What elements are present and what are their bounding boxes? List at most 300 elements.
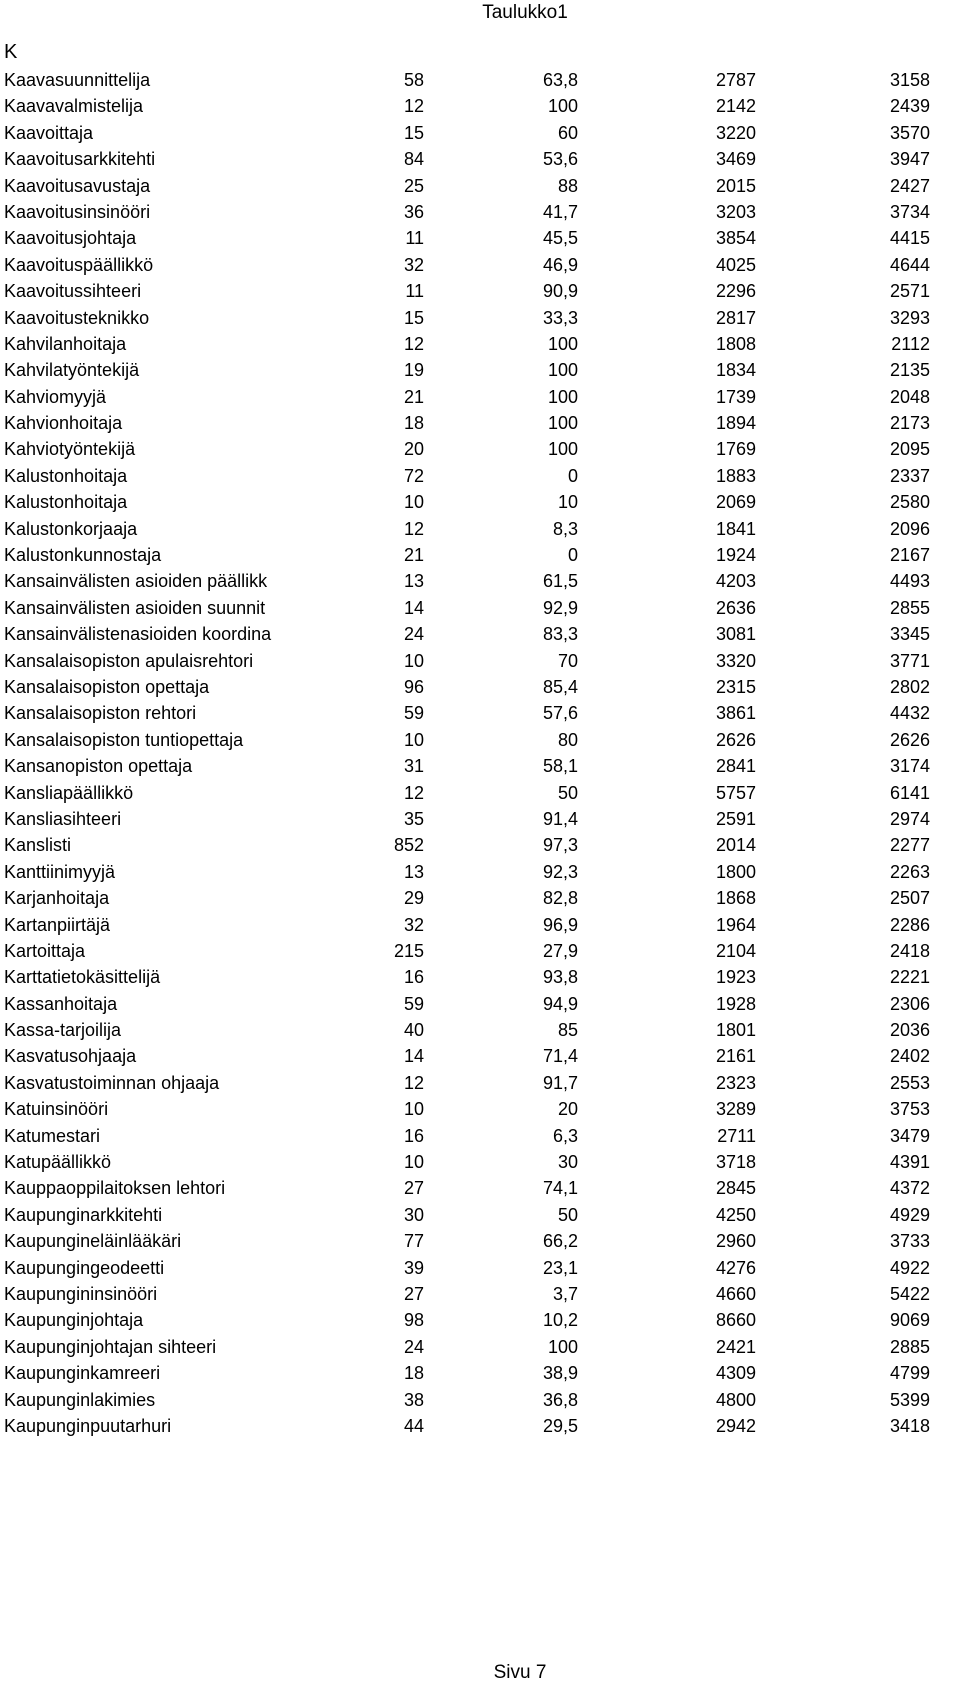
occupation-cell: Kassa-tarjoilija — [4, 1020, 122, 1041]
salary-b-cell: 9069 — [889, 1310, 930, 1331]
percent-cell: 100 — [547, 439, 578, 460]
salary-b-cell: 2167 — [889, 545, 930, 566]
salary-b-cell: 2580 — [889, 492, 930, 513]
count-cell: 15 — [403, 122, 424, 143]
occupation-cell: Kansalaisopiston opettaja — [4, 676, 210, 697]
salary-a-cell: 1769 — [715, 439, 756, 460]
percent-cell: 90,9 — [542, 281, 578, 302]
count-cell: 24 — [403, 1336, 424, 1357]
salary-b-cell: 3734 — [889, 201, 930, 222]
page-number: Sivu 7 — [493, 1662, 547, 1683]
occupation-cell: Kartoittaja — [4, 940, 86, 961]
occupation-cell: Kaupunginarkkitehti — [4, 1204, 163, 1225]
occupation-cell: Kaavoituspäällikkö — [4, 254, 154, 275]
occupation-cell: Kanttiinimyyjä — [4, 861, 116, 882]
percent-cell: 8,3 — [552, 518, 578, 539]
salary-b-cell: 2571 — [889, 281, 930, 302]
occupation-cell: Kassanhoitaja — [4, 993, 118, 1014]
percent-cell: 53,6 — [542, 149, 578, 170]
occupation-cell: Kalustonhoitaja — [4, 492, 128, 513]
percent-cell: 71,4 — [542, 1046, 578, 1067]
salary-a-cell: 1924 — [715, 545, 756, 566]
salary-a-cell: 4250 — [715, 1204, 756, 1225]
salary-a-cell: 1868 — [715, 888, 756, 909]
salary-b-cell: 3947 — [889, 149, 930, 170]
section-letter: K — [4, 41, 18, 63]
salary-a-cell: 1808 — [715, 333, 756, 354]
salary-a-cell: 1739 — [715, 386, 756, 407]
salary-a-cell: 2421 — [715, 1336, 756, 1357]
table-row — [0, 699, 960, 725]
salary-b-cell: 4929 — [889, 1204, 930, 1225]
percent-cell: 93,8 — [542, 967, 578, 988]
count-cell: 59 — [403, 993, 424, 1014]
table-row — [0, 911, 960, 937]
table-row — [0, 1016, 960, 1042]
salary-a-cell: 2960 — [715, 1231, 756, 1252]
salary-a-cell: 2323 — [715, 1072, 756, 1093]
salary-b-cell: 2337 — [889, 465, 930, 486]
salary-a-cell: 2942 — [715, 1415, 756, 1436]
table-row — [0, 251, 960, 277]
table-row — [0, 1359, 960, 1385]
count-cell: 32 — [403, 914, 424, 935]
occupation-cell: Kahviomyyjä — [4, 386, 107, 407]
salary-b-cell: 3771 — [889, 650, 930, 671]
table-row — [0, 831, 960, 857]
table-row — [0, 647, 960, 673]
count-cell: 10 — [403, 1152, 424, 1173]
percent-cell: 29,5 — [542, 1415, 578, 1436]
count-cell: 15 — [403, 307, 424, 328]
salary-a-cell: 2626 — [715, 729, 756, 750]
table-row — [0, 488, 960, 514]
salary-a-cell: 2636 — [715, 597, 756, 618]
percent-cell: 10 — [557, 492, 578, 513]
occupation-cell: Kaupungineläinlääkäri — [4, 1231, 182, 1252]
count-cell: 39 — [403, 1257, 424, 1278]
table-row — [0, 330, 960, 356]
salary-b-cell: 3418 — [889, 1415, 930, 1436]
table-row — [0, 779, 960, 805]
table-row — [0, 1306, 960, 1332]
table-row — [0, 1174, 960, 1200]
salary-b-cell: 2173 — [889, 413, 930, 434]
salary-b-cell: 4391 — [889, 1152, 930, 1173]
count-cell: 16 — [403, 1125, 424, 1146]
count-cell: 13 — [403, 861, 424, 882]
table-row — [0, 435, 960, 461]
salary-a-cell: 2161 — [715, 1046, 756, 1067]
count-cell: 10 — [403, 492, 424, 513]
occupation-cell: Kaavoitusjohtaja — [4, 228, 137, 249]
table-row — [0, 1201, 960, 1227]
table-row — [0, 1095, 960, 1121]
percent-cell: 94,9 — [542, 993, 578, 1014]
salary-b-cell: 4644 — [889, 254, 930, 275]
percent-cell: 97,3 — [542, 835, 578, 856]
salary-a-cell: 2845 — [715, 1178, 756, 1199]
salary-a-cell: 2817 — [715, 307, 756, 328]
occupation-cell: Kahvionhoitaja — [4, 413, 123, 434]
table-row — [0, 92, 960, 118]
count-cell: 20 — [403, 439, 424, 460]
salary-a-cell: 3469 — [715, 149, 756, 170]
occupation-cell: Kaupunginlakimies — [4, 1389, 156, 1410]
table-row — [0, 620, 960, 646]
percent-cell: 27,9 — [542, 940, 578, 961]
salary-a-cell: 2841 — [715, 756, 756, 777]
occupation-cell: Kahvilatyöntekijä — [4, 360, 140, 381]
percent-cell: 92,9 — [542, 597, 578, 618]
salary-b-cell: 2048 — [889, 386, 930, 407]
data-table — [0, 66, 960, 1438]
table-row — [0, 172, 960, 198]
count-cell: 38 — [403, 1389, 424, 1410]
occupation-cell: Kalustonkorjaaja — [4, 518, 138, 539]
percent-cell: 45,5 — [542, 228, 578, 249]
occupation-cell: Katuinsinööri — [4, 1099, 109, 1120]
occupation-cell: Kaavoitusarkkitehti — [4, 149, 156, 170]
occupation-cell: Kaupunginpuutarhuri — [4, 1415, 172, 1436]
percent-cell: 61,5 — [542, 571, 578, 592]
occupation-cell: Kaavoittaja — [4, 122, 94, 143]
salary-a-cell: 3320 — [715, 650, 756, 671]
salary-a-cell: 1834 — [715, 360, 756, 381]
salary-a-cell: 4800 — [715, 1389, 756, 1410]
count-cell: 32 — [403, 254, 424, 275]
count-cell: 12 — [403, 518, 424, 539]
occupation-cell: Kasvatustoiminnan ohjaaja — [4, 1072, 220, 1093]
salary-b-cell: 2507 — [889, 888, 930, 909]
percent-cell: 83,3 — [542, 624, 578, 645]
occupation-cell: Kansalaisopiston apulaisrehtori — [4, 650, 254, 671]
salary-a-cell: 2591 — [715, 808, 756, 829]
occupation-cell: Kahviotyöntekijä — [4, 439, 136, 460]
salary-b-cell: 2626 — [889, 729, 930, 750]
salary-b-cell: 2306 — [889, 993, 930, 1014]
table-row — [0, 567, 960, 593]
salary-a-cell: 1964 — [715, 914, 756, 935]
count-cell: 215 — [393, 940, 424, 961]
occupation-cell: Kaavoitusteknikko — [4, 307, 150, 328]
count-cell: 29 — [403, 888, 424, 909]
count-cell: 12 — [403, 333, 424, 354]
percent-cell: 100 — [547, 1336, 578, 1357]
table-row — [0, 1280, 960, 1306]
occupation-cell: Karjanhoitaja — [4, 888, 110, 909]
percent-cell: 88 — [557, 175, 578, 196]
table-row — [0, 198, 960, 224]
count-cell: 21 — [403, 545, 424, 566]
salary-b-cell: 2553 — [889, 1072, 930, 1093]
occupation-cell: Kansanopiston opettaja — [4, 756, 193, 777]
percent-cell: 92,3 — [542, 861, 578, 882]
salary-b-cell: 4799 — [889, 1363, 930, 1384]
salary-b-cell: 4432 — [889, 703, 930, 724]
table-row — [0, 1122, 960, 1148]
salary-a-cell: 3718 — [715, 1152, 756, 1173]
salary-b-cell: 2036 — [889, 1020, 930, 1041]
count-cell: 11 — [405, 281, 424, 302]
salary-a-cell: 4203 — [715, 571, 756, 592]
count-cell: 18 — [403, 413, 424, 434]
salary-a-cell: 4276 — [715, 1257, 756, 1278]
count-cell: 44 — [403, 1415, 424, 1436]
salary-a-cell: 4025 — [715, 254, 756, 275]
salary-b-cell: 5422 — [889, 1283, 930, 1304]
count-cell: 40 — [403, 1020, 424, 1041]
percent-cell: 74,1 — [542, 1178, 578, 1199]
percent-cell: 80 — [557, 729, 578, 750]
table-row — [0, 858, 960, 884]
occupation-cell: Kanslisti — [4, 835, 72, 856]
salary-a-cell: 1883 — [715, 465, 756, 486]
salary-a-cell: 1801 — [715, 1020, 756, 1041]
table-row — [0, 1254, 960, 1280]
occupation-cell: Kartanpiirtäjä — [4, 914, 111, 935]
occupation-cell: Kansainvälisten asioiden päällikk — [4, 571, 268, 592]
percent-cell: 10,2 — [542, 1310, 578, 1331]
percent-cell: 63,8 — [542, 70, 578, 90]
salary-a-cell: 3203 — [715, 201, 756, 222]
occupation-cell: Kaavoitussihteeri — [4, 281, 142, 302]
count-cell: 13 — [403, 571, 424, 592]
count-cell: 852 — [393, 835, 424, 856]
percent-cell: 46,9 — [542, 254, 578, 275]
salary-b-cell: 2286 — [889, 914, 930, 935]
occupation-cell: Kasvatusohjaaja — [4, 1046, 137, 1067]
count-cell: 98 — [403, 1310, 424, 1331]
occupation-cell: Kaavasuunnittelija — [4, 70, 151, 90]
page-title: Taulukko1 — [482, 2, 568, 23]
salary-a-cell: 1894 — [715, 413, 756, 434]
salary-b-cell: 3345 — [889, 624, 930, 645]
occupation-cell: Kansliapäällikkö — [4, 782, 134, 803]
percent-cell: 50 — [557, 1204, 578, 1225]
count-cell: 59 — [403, 703, 424, 724]
table-row — [0, 462, 960, 488]
salary-a-cell: 2142 — [715, 96, 756, 117]
salary-a-cell: 2104 — [715, 940, 756, 961]
salary-b-cell: 2802 — [889, 676, 930, 697]
percent-cell: 100 — [547, 413, 578, 434]
salary-a-cell: 1928 — [715, 993, 756, 1014]
count-cell: 14 — [403, 1046, 424, 1067]
occupation-cell: Kansainvälisten asioiden suunnit — [4, 597, 266, 618]
salary-a-cell: 3081 — [715, 624, 756, 645]
table-row — [0, 383, 960, 409]
table-row — [0, 515, 960, 541]
percent-cell: 100 — [547, 386, 578, 407]
table-row — [0, 963, 960, 989]
occupation-cell: Kaupungininsinööri — [4, 1283, 158, 1304]
count-cell: 31 — [403, 756, 424, 777]
occupation-cell: Kansalaisopiston rehtori — [4, 703, 197, 724]
percent-cell: 23,1 — [542, 1257, 578, 1278]
percent-cell: 33,3 — [542, 307, 578, 328]
table-row — [0, 304, 960, 330]
count-cell: 24 — [403, 624, 424, 645]
count-cell: 30 — [403, 1204, 424, 1225]
count-cell: 10 — [403, 650, 424, 671]
occupation-cell: Karttatietokäsittelijä — [4, 967, 161, 988]
percent-cell: 96,9 — [542, 914, 578, 935]
salary-a-cell: 1800 — [715, 861, 756, 882]
salary-b-cell: 3753 — [889, 1099, 930, 1120]
percent-cell: 36,8 — [542, 1389, 578, 1410]
percent-cell: 0 — [567, 465, 578, 486]
percent-cell: 20 — [557, 1099, 578, 1120]
count-cell: 35 — [403, 808, 424, 829]
table-row — [0, 409, 960, 435]
salary-a-cell: 3861 — [715, 703, 756, 724]
salary-b-cell: 3158 — [889, 70, 930, 90]
percent-cell: 85 — [557, 1020, 578, 1041]
salary-b-cell: 4922 — [889, 1257, 930, 1278]
table-row — [0, 277, 960, 303]
salary-a-cell: 3854 — [715, 228, 756, 249]
percent-cell: 6,3 — [552, 1125, 578, 1146]
salary-b-cell: 2096 — [889, 518, 930, 539]
percent-cell: 100 — [547, 96, 578, 117]
salary-b-cell: 2263 — [889, 861, 930, 882]
count-cell: 96 — [403, 676, 424, 697]
salary-b-cell: 6141 — [889, 782, 930, 803]
percent-cell: 82,8 — [542, 888, 578, 909]
salary-b-cell: 2402 — [889, 1046, 930, 1067]
table-row — [0, 990, 960, 1016]
table-row — [0, 66, 960, 92]
percent-cell: 91,4 — [542, 808, 578, 829]
table-row — [0, 937, 960, 963]
count-cell: 84 — [403, 149, 424, 170]
table-row — [0, 1333, 960, 1359]
count-cell: 12 — [403, 1072, 424, 1093]
occupation-cell: Kalustonkunnostaja — [4, 545, 162, 566]
count-cell: 27 — [403, 1283, 424, 1304]
salary-b-cell: 3293 — [889, 307, 930, 328]
occupation-cell: Kahvilanhoitaja — [4, 333, 127, 354]
count-cell: 72 — [403, 465, 424, 486]
salary-b-cell: 4493 — [889, 571, 930, 592]
occupation-cell: Kaavoitusavustaja — [4, 175, 151, 196]
table-row — [0, 752, 960, 778]
salary-b-cell: 3479 — [889, 1125, 930, 1146]
percent-cell: 60 — [557, 122, 578, 143]
salary-a-cell: 4660 — [715, 1283, 756, 1304]
salary-b-cell: 4415 — [889, 228, 930, 249]
count-cell: 58 — [403, 70, 424, 90]
percent-cell: 58,1 — [542, 756, 578, 777]
occupation-cell: Kaavoitusinsinööri — [4, 201, 151, 222]
percent-cell: 91,7 — [542, 1072, 578, 1093]
salary-a-cell: 1841 — [715, 518, 756, 539]
occupation-cell: Kauppaoppilaitoksen lehtori — [4, 1178, 226, 1199]
occupation-cell: Katumestari — [4, 1125, 101, 1146]
percent-cell: 41,7 — [542, 201, 578, 222]
salary-b-cell: 2885 — [889, 1336, 930, 1357]
salary-a-cell: 2315 — [715, 676, 756, 697]
occupation-cell: Kalustonhoitaja — [4, 465, 128, 486]
table-row — [0, 1069, 960, 1095]
salary-b-cell: 3174 — [889, 756, 930, 777]
table-row — [0, 673, 960, 699]
salary-b-cell: 2974 — [889, 808, 930, 829]
count-cell: 21 — [403, 386, 424, 407]
table-row — [0, 145, 960, 171]
occupation-cell: Kaupungingeodeetti — [4, 1257, 165, 1278]
count-cell: 14 — [403, 597, 424, 618]
salary-b-cell: 2418 — [889, 940, 930, 961]
count-cell: 18 — [403, 1363, 424, 1384]
table-row — [0, 119, 960, 145]
table-row — [0, 726, 960, 752]
table-row — [0, 1412, 960, 1438]
count-cell: 27 — [403, 1178, 424, 1199]
count-cell: 19 — [403, 360, 424, 381]
salary-a-cell: 8660 — [715, 1310, 756, 1331]
count-cell: 10 — [403, 729, 424, 750]
table-row — [0, 541, 960, 567]
salary-a-cell: 2014 — [715, 835, 756, 856]
salary-b-cell: 2095 — [889, 439, 930, 460]
table-row — [0, 805, 960, 831]
table-row — [0, 594, 960, 620]
percent-cell: 85,4 — [542, 676, 578, 697]
count-cell: 25 — [403, 175, 424, 196]
table-row — [0, 1042, 960, 1068]
salary-a-cell: 5757 — [715, 782, 756, 803]
salary-a-cell: 4309 — [715, 1363, 756, 1384]
salary-a-cell: 3220 — [715, 122, 756, 143]
percent-cell: 70 — [557, 650, 578, 671]
table-row — [0, 1386, 960, 1412]
count-cell: 16 — [403, 967, 424, 988]
salary-a-cell: 2296 — [715, 281, 756, 302]
percent-cell: 100 — [547, 333, 578, 354]
count-cell: 11 — [405, 228, 424, 249]
occupation-cell: Kansliasihteeri — [4, 808, 122, 829]
percent-cell: 50 — [557, 782, 578, 803]
count-cell: 12 — [403, 96, 424, 117]
table-row — [0, 1148, 960, 1174]
salary-b-cell: 3570 — [889, 122, 930, 143]
salary-b-cell: 2277 — [889, 835, 930, 856]
count-cell: 36 — [403, 201, 424, 222]
count-cell: 77 — [403, 1231, 424, 1252]
occupation-cell: Kaavavalmistelija — [4, 96, 144, 117]
percent-cell: 0 — [567, 545, 578, 566]
salary-a-cell: 2069 — [715, 492, 756, 513]
percent-cell: 3,7 — [552, 1283, 578, 1304]
salary-a-cell: 2787 — [715, 70, 756, 90]
salary-b-cell: 2135 — [889, 360, 930, 381]
salary-b-cell: 2439 — [889, 96, 930, 117]
count-cell: 10 — [403, 1099, 424, 1120]
salary-b-cell: 2427 — [889, 175, 930, 196]
salary-b-cell: 2855 — [889, 597, 930, 618]
occupation-cell: Kaupunginjohtaja — [4, 1310, 144, 1331]
occupation-cell: Kaupunginkamreeri — [4, 1363, 161, 1384]
salary-b-cell: 2221 — [889, 967, 930, 988]
salary-b-cell: 2112 — [891, 333, 930, 354]
occupation-cell: Kaupunginjohtajan sihteeri — [4, 1336, 217, 1357]
percent-cell: 30 — [557, 1152, 578, 1173]
salary-a-cell: 2015 — [715, 175, 756, 196]
occupation-cell: Kansainvälistenasioiden koordina — [4, 624, 272, 645]
table-row — [0, 224, 960, 250]
